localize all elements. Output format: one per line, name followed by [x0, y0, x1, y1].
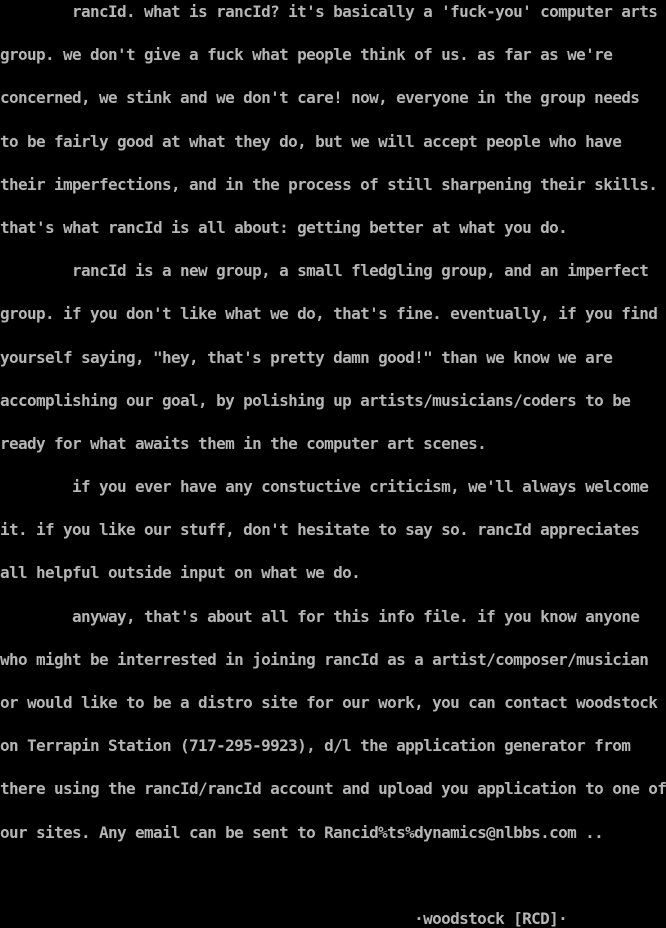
- text-line: [0, 854, 666, 897]
- text-line: there using the rancId/rancId account and upload you application to one of: [0, 779, 666, 799]
- text-line: on Terrapin Station (717-295-9923), d/l the application generator from: [0, 736, 631, 756]
- text-line: rancId is a new group, a small fledgling group, and an imperfect: [0, 261, 649, 281]
- text-line: group. we don't give a fuck what people think of us. as far as we're: [0, 45, 613, 65]
- text-line: to be fairly good at what they do, but we will accept people who have: [0, 131, 622, 151]
- signature-line: ·woodstock [RCD]·: [0, 908, 568, 928]
- text-line: group. if you don't like what we do, that's fine. eventually, if you find: [0, 304, 658, 324]
- text-line: that's what rancId is all about: getting better at what you do.: [0, 217, 568, 237]
- text-line: accomplishing our goal, by polishing up artists/musicians/coders to be: [0, 390, 631, 410]
- text-line: rancId. what is rancId? it's basically a 'fuck-you' computer arts: [0, 2, 658, 21]
- text-line: who might be interrested in joining rancId as a artist/composer/musician: [0, 649, 649, 669]
- text-line: concerned, we stink and we don't care! now, everyone in the group needs: [0, 88, 640, 108]
- text-line: anyway, that's about all for this info file. if you know anyone: [0, 606, 640, 626]
- text-line: yourself saying, "hey, that's pretty damn good!" than we know we are: [0, 347, 613, 367]
- text-line: if you ever have any constuctive criticism, we'll always welcome: [0, 477, 649, 497]
- text-line: or would like to be a distro site for our work, you can contact woodstock: [0, 693, 658, 712]
- text-line: it. if you like our stuff, don't hesitate to say so. rancId appreciates: [0, 520, 640, 540]
- text-line: all helpful outside input on what we do.: [0, 563, 361, 583]
- text-line: our sites. Any email can be sent to Rancid%ts%dynamics@nlbbs.com ..: [0, 822, 604, 842]
- text-line: ready for what awaits them in the computer art scenes.: [0, 433, 487, 453]
- text-line: their imperfections, and in the process of still sharpening their skills.: [0, 174, 658, 194]
